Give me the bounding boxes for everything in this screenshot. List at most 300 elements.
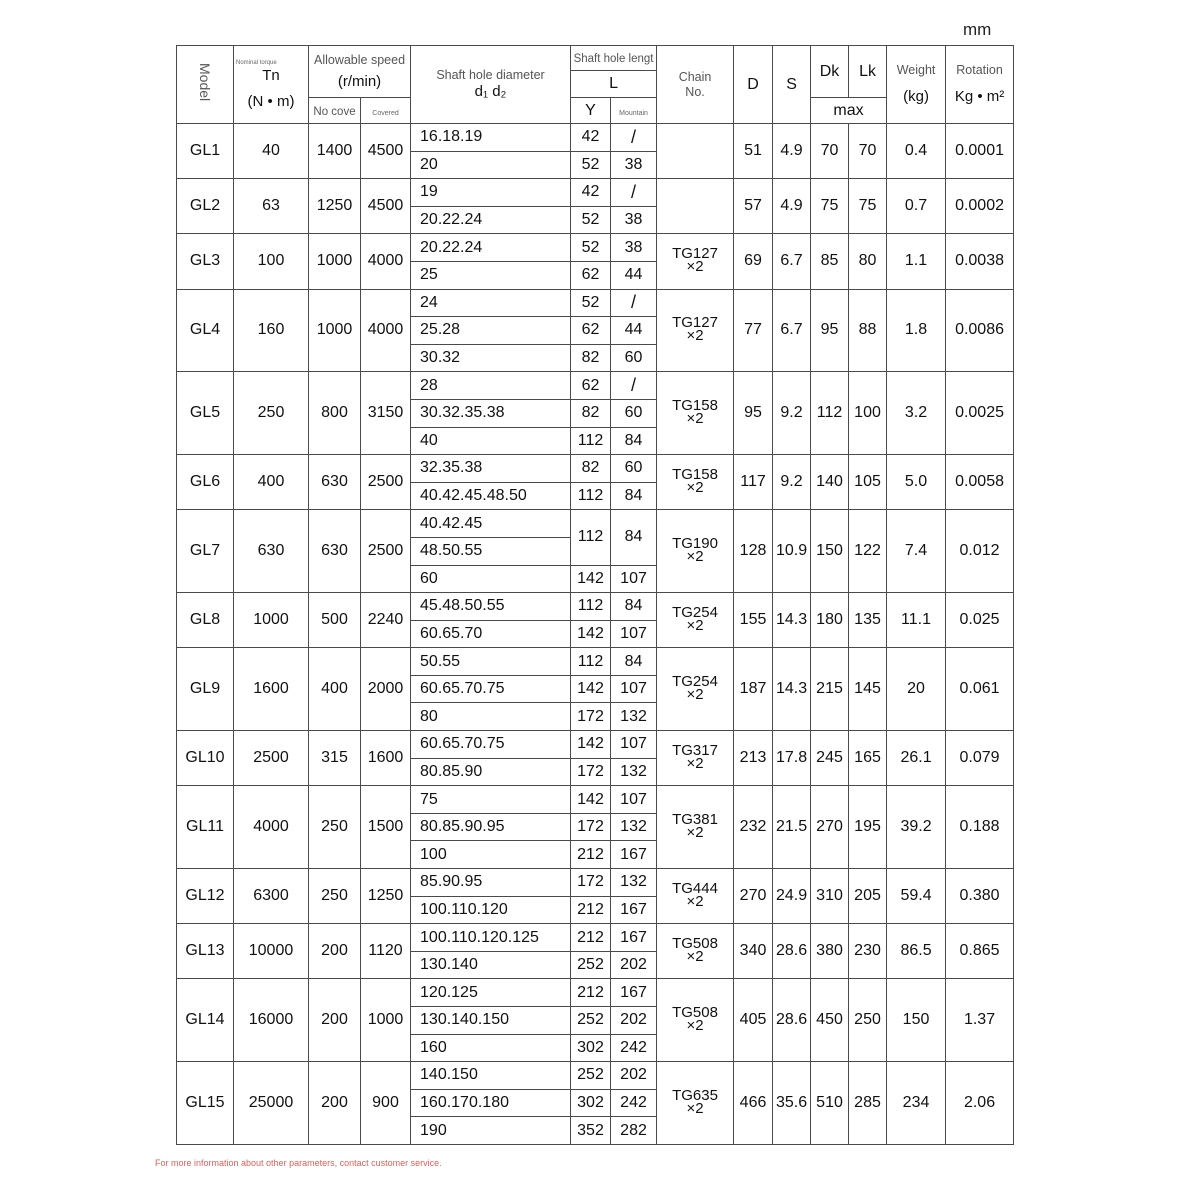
speed-no-cover-cell: 800: [309, 372, 361, 455]
rotation-cell: 2.06: [946, 1062, 1014, 1145]
torque-cell: 1000: [234, 593, 309, 648]
s-cell: 28.6: [773, 979, 811, 1062]
model-cell: GL3: [177, 234, 234, 289]
table-row: [177, 372, 1014, 400]
lk-cell: 122: [849, 510, 887, 593]
length-y-cell: 172: [571, 869, 611, 897]
chain-cell: [657, 731, 734, 786]
shaft-diameter-cell: 20: [411, 151, 571, 179]
weight-unit: (kg): [903, 88, 929, 105]
table-row: [177, 234, 1014, 262]
chain-name: TG127: [672, 314, 718, 332]
table-row: [177, 731, 1014, 759]
table-row: [177, 979, 1014, 1007]
s-cell: 21.5: [773, 786, 811, 869]
dk-cell: 245: [811, 731, 849, 786]
s-cell: 4.9: [773, 124, 811, 179]
weight-cell: 11.1: [887, 593, 946, 648]
table-row: [177, 289, 1014, 317]
length-y-cell: 212: [571, 841, 611, 869]
length-y-cell: 82: [571, 399, 611, 427]
chain-multiplier: ×2: [686, 1017, 704, 1035]
length-symbol: L: [609, 75, 618, 92]
length-y-cell: 142: [571, 731, 611, 759]
shaft-diameter-cell: 19: [411, 179, 571, 207]
d-header: [734, 46, 773, 124]
shaft-diameter-cell: 80: [411, 703, 571, 731]
s-cell: 10.9: [773, 510, 811, 593]
model-cell: GL8: [177, 593, 234, 648]
speed-no-cover-cell: 250: [309, 786, 361, 869]
rotation-cell: 0.0001: [946, 124, 1014, 179]
outer-diameter-cell: 155: [734, 593, 773, 648]
dk-cell: 450: [811, 979, 849, 1062]
model-cell: GL10: [177, 731, 234, 786]
speed-covered-cell: 1250: [361, 869, 411, 924]
chain-multiplier: ×2: [686, 893, 704, 911]
outer-diameter-cell: 405: [734, 979, 773, 1062]
rotation-cell: 0.061: [946, 648, 1014, 731]
length-j-cell: 132: [611, 758, 657, 786]
table-row: [177, 869, 1014, 897]
length-j-cell: 60: [611, 344, 657, 372]
length-j-cell: 38: [611, 234, 657, 262]
speed-covered-cell: 3150: [361, 372, 411, 455]
j-label: Mountain: [619, 109, 648, 117]
length-j-cell: 60: [611, 455, 657, 483]
length-symbol-header: [571, 71, 657, 98]
weight-cell: 150: [887, 979, 946, 1062]
shaft-diameter-cell: 30.32.35.38: [411, 399, 571, 427]
shaft-diameter-cell: 160.170.180: [411, 1089, 571, 1117]
length-y-cell: 302: [571, 1034, 611, 1062]
length-y-cell: 52: [571, 151, 611, 179]
length-j-cell: 60: [611, 399, 657, 427]
length-j-cell: 107: [611, 786, 657, 814]
chain-name: TG635: [672, 1087, 718, 1105]
torque-note: Nominal torque: [236, 59, 277, 66]
length-y-cell: 42: [571, 179, 611, 207]
speed-covered-cell: 1000: [361, 979, 411, 1062]
torque-header: [234, 46, 309, 124]
shaft-diameter-cell: 130.140: [411, 951, 571, 979]
dk-cell: 215: [811, 648, 849, 731]
length-y-cell: 172: [571, 813, 611, 841]
s-cell: 6.7: [773, 289, 811, 372]
model-cell: GL15: [177, 1062, 234, 1145]
speed-covered-cell: 900: [361, 1062, 411, 1145]
length-j-cell: /: [611, 372, 657, 400]
chain-name: TG158: [672, 397, 718, 415]
lk-cell: 70: [849, 124, 887, 179]
length-y-cell: 82: [571, 455, 611, 483]
model-cell: GL14: [177, 979, 234, 1062]
speed-covered-cell: 2240: [361, 593, 411, 648]
s-cell: 28.6: [773, 924, 811, 979]
covered-header: [361, 98, 411, 124]
lk-cell: 88: [849, 289, 887, 372]
length-j-cell: 167: [611, 979, 657, 1007]
lk-cell: 135: [849, 593, 887, 648]
chain-cell: [657, 234, 734, 289]
coupling-spec-table: [176, 45, 1014, 1145]
length-j-cell: 167: [611, 841, 657, 869]
y-label: Y: [585, 101, 596, 119]
dk-cell: 510: [811, 1062, 849, 1145]
chain-cell: [657, 869, 734, 924]
speed-header: [309, 46, 411, 98]
shaft-diameter-cell: 20.22.24: [411, 206, 571, 234]
chain-multiplier: ×2: [686, 327, 704, 345]
table-row: [177, 179, 1014, 207]
speed-no-cover-cell: 200: [309, 1062, 361, 1145]
chain-name: TG508: [672, 935, 718, 953]
torque-cell: 40: [234, 124, 309, 179]
shaft-diameter-cell: 100: [411, 841, 571, 869]
shaft-diameter-cell: 30.32: [411, 344, 571, 372]
lk-cell: 195: [849, 786, 887, 869]
model-header-label: Model: [197, 62, 213, 102]
table-row: [177, 924, 1014, 952]
chain-multiplier: ×2: [686, 617, 704, 635]
speed-unit: (r/min): [337, 72, 382, 90]
shaft-diameter-symbol: d₁ d₂: [474, 83, 507, 100]
shaft-diameter-cell: 100.110.120: [411, 896, 571, 924]
length-j-cell: 167: [611, 924, 657, 952]
outer-diameter-cell: 213: [734, 731, 773, 786]
length-y-cell: 112: [571, 593, 611, 621]
y-header: [571, 98, 611, 124]
chain-multiplier: ×2: [686, 548, 704, 566]
outer-diameter-cell: 270: [734, 869, 773, 924]
length-j-cell: /: [611, 179, 657, 207]
weight-cell: 0.4: [887, 124, 946, 179]
shaft-diameter-cell: 50.55: [411, 648, 571, 676]
chain-name: TG158: [672, 466, 718, 484]
shaft-diameter-cell: 40.42.45: [411, 510, 571, 538]
chain-cell: [657, 179, 734, 234]
speed-no-cover-cell: 1000: [309, 234, 361, 289]
rotation-unit: Kg • m²: [954, 88, 1005, 105]
speed-covered-cell: 2500: [361, 510, 411, 593]
shaft-diameter-cell: 85.90.95: [411, 869, 571, 897]
speed-no-cover-cell: 630: [309, 455, 361, 510]
shaft-diameter-cell: 75: [411, 786, 571, 814]
torque-unit: (N • m): [247, 92, 295, 110]
shaft-diameter-cell: 25.28: [411, 317, 571, 345]
chain-cell: [657, 510, 734, 593]
chain-multiplier: ×2: [686, 479, 704, 497]
lk-cell: 165: [849, 731, 887, 786]
chain-cell: [657, 979, 734, 1062]
rotation-cell: 0.0038: [946, 234, 1014, 289]
speed-covered-cell: 1500: [361, 786, 411, 869]
rotation-cell: 0.079: [946, 731, 1014, 786]
speed-no-cover-cell: 630: [309, 510, 361, 593]
length-y-cell: 142: [571, 565, 611, 593]
dk-header: [811, 46, 849, 98]
length-y-cell: 142: [571, 620, 611, 648]
speed-no-cover-cell: 200: [309, 979, 361, 1062]
length-y-cell: 112: [571, 648, 611, 676]
dk-cell: 380: [811, 924, 849, 979]
speed-covered-cell: 4000: [361, 234, 411, 289]
shaft-diameter-cell: 160: [411, 1034, 571, 1062]
length-y-cell: 82: [571, 344, 611, 372]
shaft-diameter-cell: 24: [411, 289, 571, 317]
j-header: [611, 98, 657, 124]
chain-name: TG444: [672, 880, 718, 898]
speed-label: Allowable speed: [313, 52, 406, 67]
speed-covered-cell: 1600: [361, 731, 411, 786]
s-cell: 17.8: [773, 731, 811, 786]
speed-no-cover-cell: 1400: [309, 124, 361, 179]
length-j-cell: 107: [611, 565, 657, 593]
length-j-cell: 282: [611, 1117, 657, 1145]
shaft-diameter-cell: 48.50.55: [411, 537, 571, 565]
torque-cell: 100: [234, 234, 309, 289]
speed-no-cover-cell: 250: [309, 869, 361, 924]
no-cover-label: No cove: [313, 105, 356, 118]
dk-cell: 310: [811, 869, 849, 924]
weight-cell: 20: [887, 648, 946, 731]
length-y-cell: 52: [571, 206, 611, 234]
s-header-label: S: [786, 75, 797, 93]
outer-diameter-cell: 232: [734, 786, 773, 869]
outer-diameter-cell: 466: [734, 1062, 773, 1145]
rotation-cell: 0.0086: [946, 289, 1014, 372]
model-cell: GL11: [177, 786, 234, 869]
length-y-cell: 112: [571, 427, 611, 455]
speed-no-cover-cell: 315: [309, 731, 361, 786]
length-j-cell: 107: [611, 620, 657, 648]
chain-cell: [657, 1062, 734, 1145]
dk-cell: 75: [811, 179, 849, 234]
shaft-diameter-cell: 60.65.70: [411, 620, 571, 648]
speed-covered-cell: 1120: [361, 924, 411, 979]
chain-name: TG254: [672, 673, 718, 691]
weight-cell: 234: [887, 1062, 946, 1145]
model-cell: GL13: [177, 924, 234, 979]
chain-name: TG317: [672, 742, 718, 760]
shaft-diameter-cell: 100.110.120.125: [411, 924, 571, 952]
lk-cell: 80: [849, 234, 887, 289]
chain-cell: [657, 372, 734, 455]
lk-cell: 205: [849, 869, 887, 924]
torque-cell: 250: [234, 372, 309, 455]
dk-cell: 85: [811, 234, 849, 289]
outer-diameter-cell: 51: [734, 124, 773, 179]
length-j-cell: 38: [611, 206, 657, 234]
shaft-diameter-cell: 130.140.150: [411, 1007, 571, 1035]
torque-symbol: Tn: [262, 66, 280, 84]
torque-cell: 25000: [234, 1062, 309, 1145]
shaft-diameter-cell: 40.42.45.48.50: [411, 482, 571, 510]
rotation-cell: 0.188: [946, 786, 1014, 869]
table-row: [177, 593, 1014, 621]
length-j-cell: 202: [611, 1007, 657, 1035]
length-j-cell: /: [611, 289, 657, 317]
rotation-cell: 0.380: [946, 869, 1014, 924]
model-cell: GL5: [177, 372, 234, 455]
outer-diameter-cell: 128: [734, 510, 773, 593]
rotation-cell: 0.0002: [946, 179, 1014, 234]
shaft-diameter-cell: 28: [411, 372, 571, 400]
chain-cell: [657, 289, 734, 372]
dk-cell: 112: [811, 372, 849, 455]
speed-covered-cell: 4000: [361, 289, 411, 372]
chain-name: TG254: [672, 604, 718, 622]
shaft-length-label: Shaft hole lengt: [573, 53, 654, 65]
chain-name: TG381: [672, 811, 718, 829]
length-y-cell: 252: [571, 1007, 611, 1035]
speed-covered-cell: 4500: [361, 124, 411, 179]
length-y-cell: 62: [571, 372, 611, 400]
lk-header: [849, 46, 887, 98]
shaft-diameter-cell: 45.48.50.55: [411, 593, 571, 621]
length-y-cell: 212: [571, 896, 611, 924]
length-j-cell: 132: [611, 703, 657, 731]
covered-label: Covered: [372, 109, 399, 117]
length-y-cell: 52: [571, 234, 611, 262]
shaft-diameter-cell: 25: [411, 261, 571, 289]
torque-cell: 4000: [234, 786, 309, 869]
weight-cell: 59.4: [887, 869, 946, 924]
outer-diameter-cell: 77: [734, 289, 773, 372]
lk-cell: 100: [849, 372, 887, 455]
footer-note: For more information about other parameters, contact customer service.: [155, 1158, 442, 1168]
speed-no-cover-cell: 200: [309, 924, 361, 979]
max-header: [811, 98, 887, 124]
shaft-diameter-cell: 16.18.19: [411, 124, 571, 152]
length-j-cell: 107: [611, 731, 657, 759]
length-j-cell: 38: [611, 151, 657, 179]
shaft-diameter-cell: 60.65.70.75: [411, 731, 571, 759]
rotation-cell: 1.37: [946, 979, 1014, 1062]
outer-diameter-cell: 340: [734, 924, 773, 979]
shaft-diameter-cell: 20.22.24: [411, 234, 571, 262]
s-cell: 9.2: [773, 455, 811, 510]
lk-cell: 230: [849, 924, 887, 979]
length-y-cell: 62: [571, 261, 611, 289]
torque-cell: 63: [234, 179, 309, 234]
torque-cell: 10000: [234, 924, 309, 979]
length-j-cell: 202: [611, 1062, 657, 1090]
chain-cell: [657, 593, 734, 648]
length-y-cell: 142: [571, 675, 611, 703]
torque-cell: 6300: [234, 869, 309, 924]
length-j-cell: 242: [611, 1089, 657, 1117]
length-y-cell: 62: [571, 317, 611, 345]
length-y-cell: 302: [571, 1089, 611, 1117]
table-row: [177, 455, 1014, 483]
shaft-diameter-cell: 140.150: [411, 1062, 571, 1090]
shaft-diameter-label: Shaft hole diameter: [436, 68, 545, 82]
weight-cell: 5.0: [887, 455, 946, 510]
rotation-cell: 0.865: [946, 924, 1014, 979]
length-j-cell: 107: [611, 675, 657, 703]
rotation-cell: 0.0058: [946, 455, 1014, 510]
d-header-label: D: [747, 75, 759, 93]
table-row: [177, 124, 1014, 152]
length-y-cell: 212: [571, 979, 611, 1007]
chain-multiplier: ×2: [686, 755, 704, 773]
outer-diameter-cell: 69: [734, 234, 773, 289]
speed-no-cover-cell: 1250: [309, 179, 361, 234]
shaft-diameter-cell: 120.125: [411, 979, 571, 1007]
s-cell: 35.6: [773, 1062, 811, 1145]
speed-covered-cell: 2000: [361, 648, 411, 731]
s-cell: 9.2: [773, 372, 811, 455]
lk-cell: 105: [849, 455, 887, 510]
rotation-label: Rotation: [956, 63, 1003, 77]
torque-cell: 2500: [234, 731, 309, 786]
lk-cell: 250: [849, 979, 887, 1062]
torque-cell: 16000: [234, 979, 309, 1062]
speed-covered-cell: 2500: [361, 455, 411, 510]
length-y-cell: 352: [571, 1117, 611, 1145]
s-cell: 4.9: [773, 179, 811, 234]
length-j-cell: 242: [611, 1034, 657, 1062]
outer-diameter-cell: 57: [734, 179, 773, 234]
rotation-cell: 0.0025: [946, 372, 1014, 455]
length-y-cell: 112: [571, 482, 611, 510]
length-y-cell: 172: [571, 758, 611, 786]
shaft-diameter-cell: 80.85.90.95: [411, 813, 571, 841]
length-j-cell: 167: [611, 896, 657, 924]
table-row: [177, 510, 1014, 538]
length-y-cell: 252: [571, 951, 611, 979]
model-cell: GL7: [177, 510, 234, 593]
table-body: [177, 124, 1014, 1145]
length-y-cell: 212: [571, 924, 611, 952]
chain-multiplier: ×2: [686, 686, 704, 704]
model-cell: GL6: [177, 455, 234, 510]
weight-label: Weight: [896, 63, 936, 77]
dk-cell: 150: [811, 510, 849, 593]
speed-no-cover-cell: 500: [309, 593, 361, 648]
table-row: [177, 1062, 1014, 1090]
rotation-cell: 0.025: [946, 593, 1014, 648]
chain-label: Chain: [678, 69, 712, 84]
lk-cell: 285: [849, 1062, 887, 1145]
length-y-cell: 172: [571, 703, 611, 731]
chain-cell: [657, 648, 734, 731]
speed-no-cover-cell: 1000: [309, 289, 361, 372]
length-j-cell: 44: [611, 261, 657, 289]
length-j-cell: 84: [611, 510, 657, 565]
rotation-header: [946, 46, 1014, 124]
length-y-cell: 52: [571, 289, 611, 317]
chain-cell: [657, 924, 734, 979]
chain-multiplier: ×2: [686, 1100, 704, 1118]
outer-diameter-cell: 117: [734, 455, 773, 510]
weight-cell: 26.1: [887, 731, 946, 786]
chain-cell: [657, 124, 734, 179]
chain-header: [657, 46, 734, 124]
length-j-cell: 84: [611, 427, 657, 455]
table-header: [177, 46, 1014, 124]
table-row: [177, 786, 1014, 814]
shaft-diameter-cell: 190: [411, 1117, 571, 1145]
shaft-diameter-cell: 40: [411, 427, 571, 455]
torque-cell: 630: [234, 510, 309, 593]
chain-name: TG127: [672, 245, 718, 263]
speed-no-cover-cell: 400: [309, 648, 361, 731]
dk-cell: 140: [811, 455, 849, 510]
model-cell: GL9: [177, 648, 234, 731]
length-j-cell: 84: [611, 482, 657, 510]
